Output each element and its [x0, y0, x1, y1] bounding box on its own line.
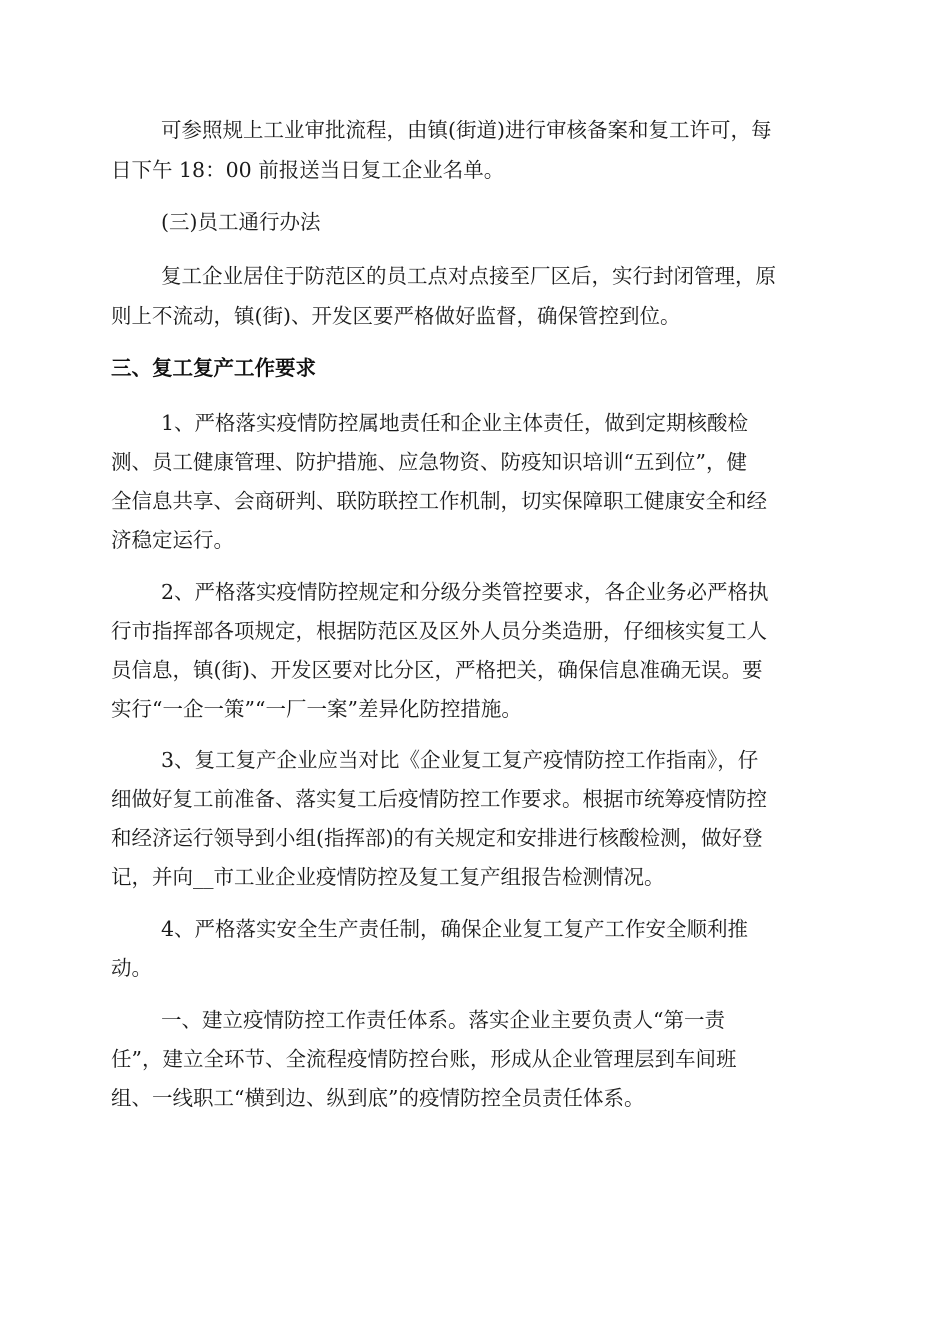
item-2-line-3: 员信息，镇(街)、开发区要对比分区，严格把关，确保信息准确无误。要 — [111, 658, 763, 682]
item-4-line-1: 4、严格落实安全生产责任制，确保企业复工复产工作安全顺利推 — [161, 917, 749, 941]
item-2-line-2: 行市指挥部各项规定，根据防范区及区外人员分类造册，仔细核实复工人 — [111, 619, 767, 643]
item-3-line-4: 记，并向__市工业企业疫情防控及复工复产组报告检测情况。 — [111, 865, 665, 889]
item-1-line-3: 全信息共享、会商研判、联防联控工作机制，切实保障职工健康安全和经 — [111, 489, 767, 513]
closing-line-1: 一、建立疫情防控工作责任体系。落实企业主要负责人“第一责 — [161, 1008, 725, 1032]
item-2-line-1: 2、严格落实疫情防控规定和分级分类管控要求，各企业务必严格执 — [161, 580, 769, 604]
item-3-line-2: 细做好复工前准备、落实复工后疫情防控工作要求。根据市统筹疫情防控 — [111, 787, 767, 811]
subsection-3-line-2: 则上不流动，镇(街)、开发区要严格做好监督，确保管控到位。 — [111, 304, 681, 328]
subsection-3-title: (三)员工通行办法 — [161, 210, 321, 234]
item-1-line-2: 测、员工健康管理、防护措施、应急物资、防疫知识培训“五到位”，健 — [111, 450, 747, 474]
item-3-line-1: 3、复工复产企业应当对比《企业复工复产疫情防控工作指南》，仔 — [161, 748, 759, 772]
subsection-3-line-1: 复工企业居住于防范区的员工点对点接至厂区后，实行封闭管理，原 — [161, 264, 776, 288]
item-4-line-2: 动。 — [111, 956, 152, 980]
intro-line-1: 可参照规上工业审批流程，由镇(街道)进行审核备案和复工许可，每 — [161, 118, 772, 142]
item-2-line-4: 实行“一企一策”“一厂一案”差异化防控措施。 — [111, 697, 522, 721]
closing-line-3: 组、一线职工“横到边、纵到底”的疫情防控全员责任体系。 — [111, 1086, 645, 1110]
item-1-line-1: 1、严格落实疫情防控属地责任和企业主体责任，做到定期核酸检 — [161, 411, 749, 435]
closing-line-2: 任”，建立全环节、全流程疫情防控台账，形成从企业管理层到车间班 — [111, 1047, 737, 1071]
intro-line-2: 日下午 18：00 前报送当日复工企业名单。 — [111, 158, 505, 182]
item-1-line-4: 济稳定运行。 — [111, 528, 234, 552]
section-3-heading: 三、复工复产工作要求 — [111, 356, 316, 380]
item-3-line-3: 和经济运行领导到小组(指挥部)的有关规定和安排进行核酸检测，做好登 — [111, 826, 763, 850]
